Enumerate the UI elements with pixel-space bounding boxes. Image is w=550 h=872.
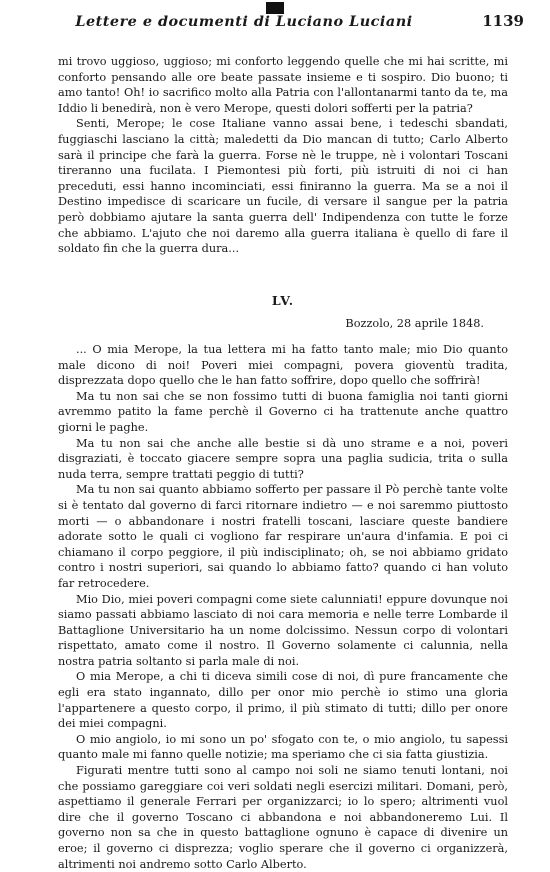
letter-date: Bozzolo, 28 aprile 1848.	[345, 317, 484, 330]
letter-body	[58, 342, 508, 872]
paragraph: O mio angiolo, io mi sono un po' sfogato con te, o mio angiolo, tu sapessi quanto male mi fanno quelle notizie; ma speriamo che ci sia fatta giustizia.	[58, 732, 508, 762]
running-title: Lettere e documenti di Luciano Luciani	[75, 13, 413, 30]
paragraph: mi trovo uggioso, uggioso; mi conforto leggendo quelle che mi hai scritte, mi conforto pensando alle ore beate passate insieme e ti sospiro. Dio buono; ti amo tanto! Oh! io sacrifico molto alla Patria con l'allontanarmi tanto da te, ma Iddio li benedirà, non è vero Merope, questi dolori sofferti per la patria?	[58, 55, 508, 115]
paragraph: ... O mia Merope, la tua lettera mi ha fatto tanto male; mio Dio quanto male dicono di noi! Poveri miei compagni, povera gioventù tradita, disprezzata dopo quello che le han fatto soffrire, dopo quello che soffrirà!	[58, 343, 508, 388]
paragraph: O mia Merope, a chi ti diceva simili cose di noi, dì pure francamente che egli era stato ingannato, dillo per onor mio perchè io stimo una gloria l'appartenere a questo corpo, il primo, il più stimato di tutti; dillo per onore dei miei compagni.	[58, 670, 508, 731]
paragraph: Ma tu non sai che anche alle bestie si dà uno strame e a noi, poveri disgraziati, è toccato giacere sempre sopra una paglia sudicia, trita o sulla nuda terra, sempre trattati peggio di tutti?	[58, 436, 508, 481]
continued-letter-text	[58, 54, 508, 257]
page-number: 1139	[482, 12, 524, 30]
letter-number: LV.	[271, 293, 295, 308]
paragraph: Figurati mentre tutti sono al campo noi soli ne siamo tenuti lontani, noi che possiamo gareggiare coi veri soldati negli esercizi militari. Domani, però, aspettiamo il generale Ferrari per organizzarci; io lo spero; altrimenti vuol dire che il governo Toscano ci abbandona e noi abbandoneremo Lui. Il governo non sa che in questo battaglione ognuno è capace di divenire un eroe; il governo ci disprezza; voglio sperare che il governo ci organizzerà, altrimenti noi andremo sotto Carlo Alberto.	[58, 764, 508, 871]
paragraph: Ma tu non sai che se non fossimo tutti di buona famiglia noi tanti giorni avremmo patito la fame perchè il Governo ci ha trattenute anche quattro giorni le paghe.	[58, 389, 508, 434]
letter-heading	[58, 293, 508, 333]
paragraph: Mio Dio, miei poveri compagni come siete calunniati! eppure dovunque noi siamo passati abbiamo lasciato di noi cara memoria e nelle terre Lombarde il Battaglione Universitario ha un nome dolcissimo. Nessun corpo di volontari rispettato, amato come il nostro. Il Governo solamente ci calunnia, nella nostra patria soltanto si parla male di noi.	[58, 592, 508, 668]
page-header	[54, 10, 524, 34]
paragraph: Ma tu non sai quanto abbiamo sofferto per passare il Pò perchè tante volte si è tentato dal governo di farci ritornare indietro — e noi saremmo piuttosto morti — o abbandonare i nostri fratelli toscani, lasciare queste bandiere adorate sotto le quali ci vogliono far respirare un'aura d'infamia. E poi ci chiamano il corpo peggiore, il più indisciplinato; oh, se noi abbiamo gridato contro i nostri superiori, sai quando lo abbiamo fatto? quando ci han voluto far retrocedere.	[58, 483, 508, 590]
paragraph: Senti, Merope; le cose Italiane vanno assai bene, i tedeschi sbandati, fuggiaschi lasciano la città; maledetti da Dio mancan di tutto; Carlo Alberto sarà il principe che farà la guerra. Forse nè le truppe, nè i volontari Toscani tireranno una fucilata. I Piemontesi più forti, più istruiti di noi ci han preceduti, essi hanno incominciati, essi finiranno la guerra. Ma se a noi il Destino impedisce di scaricare un fucile, di versare il sangue per la patria però dobbiamo ajutare la santa guerra dell' Indipendenza con tutte le forze che abbiamo. L'ajuto che noi daremo alla guerra italiana è quello di fare il soldato fin che la guerra dura...	[58, 117, 508, 256]
